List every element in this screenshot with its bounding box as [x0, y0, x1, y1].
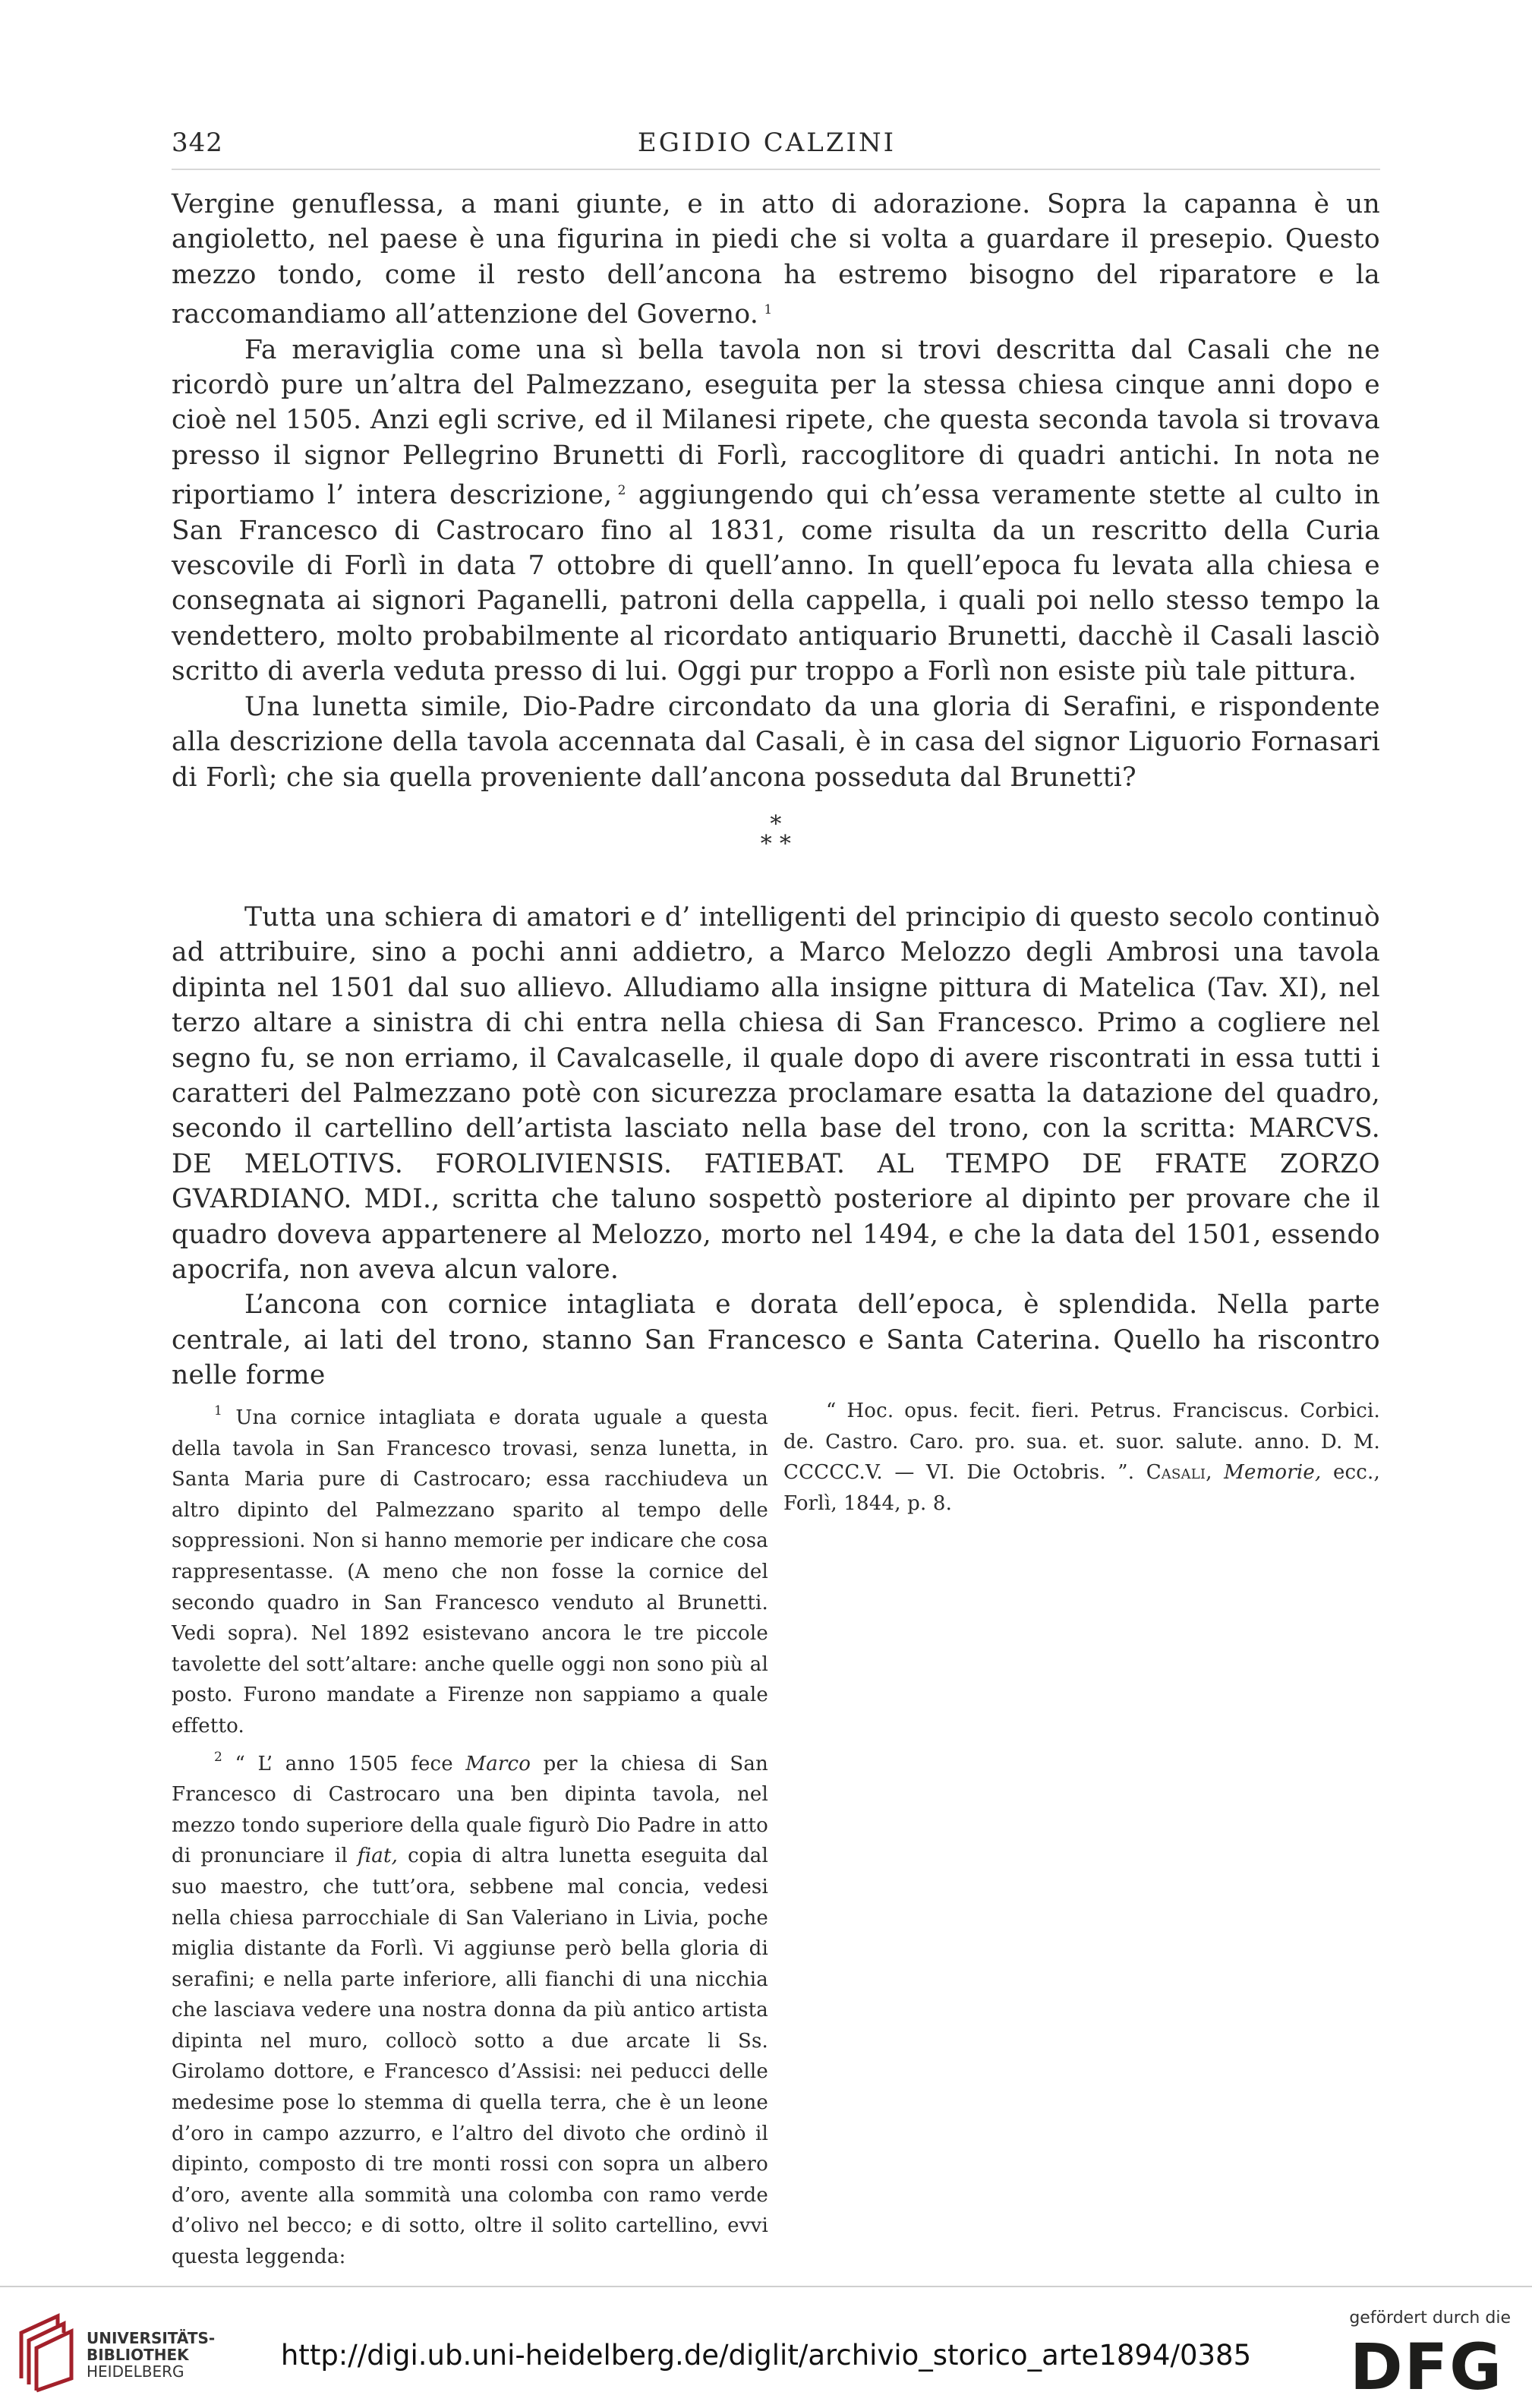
main-text [172, 187, 1380, 1393]
footnote-2-memorie: Memorie, [1224, 1461, 1322, 1485]
footer-divider [0, 2286, 1532, 2287]
footnotes-column-left [172, 1396, 768, 2273]
paragraph-2 [172, 333, 1380, 690]
paragraph-4: Tutta una schiera di amatori e d’ intelligenti del principio di questo secolo continuò ad attribuire, sino a pochi anni addietro, a Marco Melozzo degli Ambrosi una tavola dipinta nel 1501 dal suo allievo. Alludiamo alla insigne pittura di Matelica (Tav. XI), nel terzo altare a sinistra di chi entra nella chiesa di San Francesco. Primo a cogliere nel segno fu, se non erriamo, il Cavalcaselle, il quale dopo di avere riscontrati in essa tutti i caratteri del Palmezzano potè con sicurezza proclamare esatta la datazione del quadro, secondo il cartellino dell’artista lasciato nella base del trono, con la scritta: MARCVS. DE MELOTIVS. FOROLIVIENSIS. FATIEBAT. AL TEMPO DE FRATE ZORZO GVARDIANO. MDI., scritta che taluno sospettò posteriore al dipinto per provare che il quadro doveva appartenere al Melozzo, morto nel 1494, e che la data del 1501, essendo apocrifa, non aveva alcun valore. [172, 901, 1380, 1285]
footnote-ref-2[interactable]: 2 [617, 483, 626, 499]
funded-by-label: gefördert durch die [1349, 2309, 1511, 2328]
footnote-2-sep: , [1206, 1461, 1225, 1485]
footnote-2-quote-text: “ Hoc. opus. fecit. fieri. Petrus. Franciscus. Corbici. de. Castro. Caro. pro. sua. et. suor. salute. anno. D. M. CCCCC.V. — VI. Die Octobris. ”. [783, 1400, 1380, 1485]
running-head: EGIDIO CALZINI [637, 128, 897, 158]
asterism-bottom: * * [760, 830, 792, 857]
asterism-top: * [770, 810, 782, 838]
header-divider [172, 169, 1380, 170]
footnote-2-casali: Casali [1146, 1461, 1206, 1485]
paragraph-5: L’ancona con cornice intagliata e dorata dell’epoca, è splendida. Nella parte centrale, ai lati del trono, stanno San Francesco e Santa Caterina. Quello ha riscontro nelle forme [172, 1289, 1380, 1391]
dfg-logo-icon[interactable] [1342, 2336, 1511, 2395]
source-url-link[interactable]: http://digi.ub.uni-heidelberg.de/diglit/archivio_storico_arte1894/0385 [280, 2339, 1252, 2372]
footnotes [172, 1396, 1380, 2273]
footnote-2-marco: Marco [465, 1752, 531, 1775]
library-name-line-1: UNIVERSITÄTS- [87, 2329, 216, 2347]
footnote-1-mark: 1 [214, 1403, 223, 1419]
paragraph-2-text-a: Fa meraviglia come una sì bella tavola non si trovi descritta dal Casali che ne ricordò pure un’altra del Palmezzano, eseguita per la stessa chiesa cinque anni dopo e cioè nel 1505. Anzi egli scrive, ed il Milanesi ripete, che questa seconda tavola si trovava presso il signor Pellegrino Brunetti di Forlì, raccoglitore di quadri antichi. In nota ne riportiamo l’ intera descrizione, [172, 334, 1380, 511]
footnote-1 [172, 1396, 768, 1742]
paragraph-1 [172, 187, 1380, 333]
paragraph-2-text-b: aggiungendo qui ch’essa veramente stette al culto in San Francesco di Castrocaro fino al 1831, come risulta da un rescritto della Curia vescovile di Forlì in data 7 ottobre di quell’anno. In quell’epoca fu levata alla chiesa e consegnata ai signori Paganelli, patroni della cappella, i quali poi nello stesso tempo la vendettero, molto probabilmente al ricordato antiquario Brunetti, dacchè il Casali lasciò scritto di averla veduta presso di lui. Oggi pur troppo a Forlì non esiste più tale pittura. [172, 480, 1381, 687]
dfg-logo-text: DFG [1349, 2336, 1504, 2395]
footnote-2-end: ecc., Forlì, 1844, p. 8. [783, 1461, 1380, 1515]
footer [0, 2286, 1532, 2408]
footnote-2 [172, 1742, 768, 2273]
footnote-ref-1[interactable]: 1 [764, 302, 773, 318]
footnote-2-quote [783, 1396, 1380, 1519]
library-name-line-2: BIBLIOTHEK [87, 2346, 189, 2364]
footnote-2-text-c: copia di altra lunetta eseguita dal suo maestro, che tutt’ora, sebbene mal concia, vedesi nella chiesa parrocchiale di San Valeriano in Livia, poche miglia distante da Forlì. Vi aggiunse però bella gloria di serafini; e nella parte inferiore, alli fianchi di una nicchia che lasciava vedere una nostra donna da più antico artista dipinta nel muro, collocò sotto a due arcate li Ss. Girolamo dottore, e Francesco d’Assisi: nei peducci delle medesime pose lo stemma di quella terra, che è un leone d’oro in campo azzurro, e l’altro del divoto che ordinò il dipinto, composto di tre monti rossi con sopra un albero d’oro, avente alla sommità una colomba con ramo verde d’olivo nel becco; e di sotto, oltre il solito cartellino, evvi questa leggenda: [172, 1845, 769, 2269]
paragraph-1-text: Vergine genuflessa, a mani giunte, e in atto di adorazione. Sopra la capanna è un angioletto, nel paese è una figurina in piedi che si volta a guardare il presepio. Questo mezzo tondo, come il resto dell’ancona ha estremo bisogno del riparatore e la raccomandiamo all’attenzione del Governo. [172, 189, 1380, 330]
footnote-1-text: Una cornice intagliata e dorata uguale a questa della tavola in San Francesco trovasi, senza lunetta, in Santa Maria pure di Castrocaro; essa racchiudeva un altro dipinto del Palmezzano sparito al tempo delle soppressioni. Non si hanno memorie per indicare che cosa rappresentasse. (A meno che non fosse la cornice del secondo quadro in San Francesco venduto al Brunetti. Vedi sopra). Nel 1892 esistevano ancora le tre piccole tavolette del sott’altare: anche quelle oggi non sono più al posto. Furono mandate a Firenze non sappiamo a quale effetto. [172, 1406, 768, 1737]
footnote-2-text-a: “ L’ anno 1505 fece [222, 1752, 466, 1775]
footnote-2-mark: 2 [214, 1749, 223, 1765]
page-number: 342 [172, 128, 223, 158]
paragraph-3: Una lunetta simile, Dio-Padre circondato da una gloria di Serafini, e rispondente alla descrizione della tavola accennata dal Casali, è in casa del signor Liguorio Fornasari di Forlì; che sia quella proveniente dall’ancona posseduta dal Brunetti? [172, 691, 1380, 793]
footnote-2-text-b: per la chiesa di San Francesco di Castrocaro una ben dipinta tavola, nel mezzo tondo superiore della quale figurò Dio Padre in atto di pronunciare il [172, 1752, 768, 1868]
footnote-2-fiat: fiat, [357, 1845, 399, 1868]
section-asterism [172, 795, 1380, 900]
footnotes-column-right [783, 1396, 1380, 2273]
library-name-line-3: HEIDELBERG [87, 2362, 184, 2381]
